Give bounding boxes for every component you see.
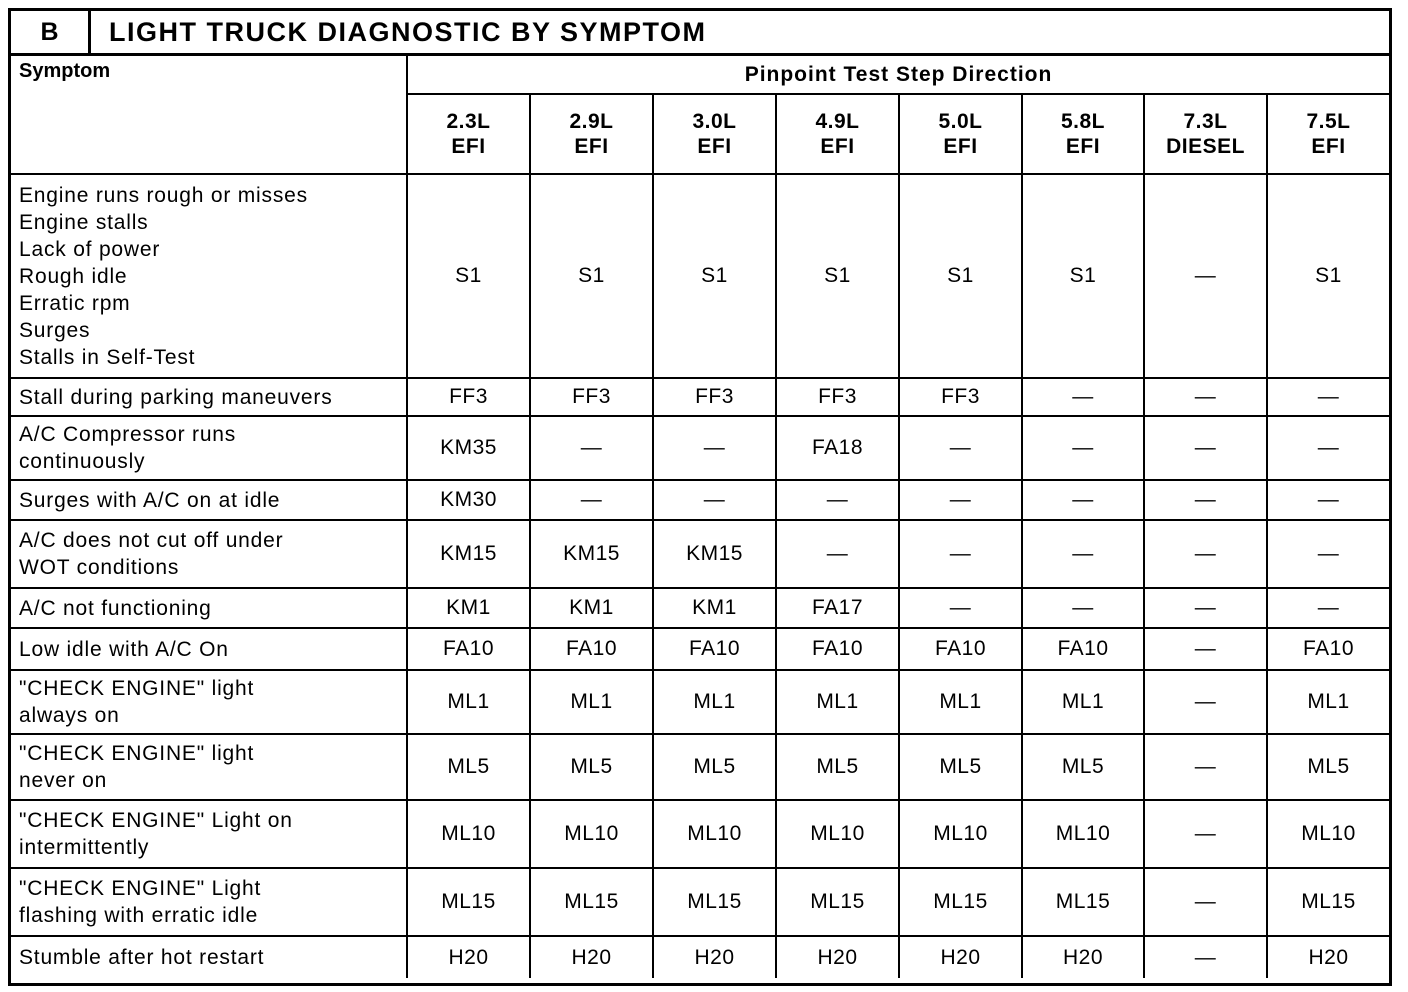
test-step-cell: ML1 bbox=[1022, 670, 1144, 734]
test-step-cell: ML1 bbox=[653, 670, 776, 734]
symptom-line: Stalls in Self-Test bbox=[19, 345, 196, 369]
engine-size: 5.8L bbox=[1060, 110, 1106, 133]
symptom-line: Engine stalls bbox=[19, 210, 149, 234]
test-step-cell: — bbox=[899, 520, 1022, 588]
test-step-cell: — bbox=[1144, 800, 1267, 868]
diagnostic-table bbox=[11, 56, 1389, 978]
test-step-cell: S1 bbox=[407, 174, 530, 378]
test-step-cell: H20 bbox=[899, 936, 1022, 978]
symptom-line: "CHECK ENGINE" Light on bbox=[19, 809, 293, 832]
test-step-cell: ML10 bbox=[1022, 800, 1144, 868]
test-step-cell: ML15 bbox=[1267, 868, 1389, 936]
test-step-cell: — bbox=[899, 416, 1022, 480]
engine-column-header bbox=[530, 94, 653, 174]
table-row bbox=[11, 868, 1389, 936]
symptom-cell bbox=[11, 868, 407, 936]
test-step-cell: ML5 bbox=[1022, 734, 1144, 800]
test-step-cell: S1 bbox=[1022, 174, 1144, 378]
test-step-cell: ML1 bbox=[1267, 670, 1389, 734]
test-step-cell: — bbox=[899, 588, 1022, 628]
test-step-cell: KM15 bbox=[530, 520, 653, 588]
test-step-cell: H20 bbox=[653, 936, 776, 978]
test-step-cell: S1 bbox=[1267, 174, 1389, 378]
symptom-cell bbox=[11, 480, 407, 520]
test-step-cell: — bbox=[1144, 416, 1267, 480]
test-step-cell: — bbox=[1144, 480, 1267, 520]
test-step-cell: ML10 bbox=[653, 800, 776, 868]
symptom-line: Surges with A/C on at idle bbox=[19, 488, 281, 512]
symptom-cell bbox=[11, 734, 407, 800]
test-step-cell: ML15 bbox=[899, 868, 1022, 936]
test-step-cell: ML10 bbox=[407, 800, 530, 868]
symptom-line: "CHECK ENGINE" light bbox=[19, 677, 255, 700]
test-step-cell: FA17 bbox=[776, 588, 899, 628]
test-step-cell: ML1 bbox=[530, 670, 653, 734]
test-step-cell: — bbox=[530, 480, 653, 520]
test-step-cell: — bbox=[776, 520, 899, 588]
test-step-cell: ML10 bbox=[1267, 800, 1389, 868]
test-step-cell: ML1 bbox=[776, 670, 899, 734]
test-step-cell: ML10 bbox=[899, 800, 1022, 868]
symptom-line: WOT conditions bbox=[19, 556, 180, 579]
test-step-cell: FA10 bbox=[899, 628, 1022, 670]
table-row bbox=[11, 936, 1389, 978]
symptom-line: Stall during parking maneuvers bbox=[19, 385, 333, 409]
table-row bbox=[11, 800, 1389, 868]
table-row bbox=[11, 480, 1389, 520]
table-row bbox=[11, 628, 1389, 670]
test-step-cell: — bbox=[1267, 378, 1389, 416]
test-step-cell: KM1 bbox=[653, 588, 776, 628]
test-step-cell: — bbox=[1144, 734, 1267, 800]
engine-type: EFI bbox=[1065, 135, 1101, 158]
test-step-cell: ML5 bbox=[899, 734, 1022, 800]
diagnostic-sheet bbox=[8, 8, 1392, 986]
test-step-cell: FF3 bbox=[653, 378, 776, 416]
symptom-line: never on bbox=[19, 769, 108, 792]
test-step-cell: ML5 bbox=[653, 734, 776, 800]
table-row bbox=[11, 670, 1389, 734]
symptom-cell bbox=[11, 628, 407, 670]
symptom-cell bbox=[11, 520, 407, 588]
test-step-cell: — bbox=[776, 480, 899, 520]
symptom-line: "CHECK ENGINE" Light bbox=[19, 877, 262, 900]
test-step-cell: — bbox=[1144, 868, 1267, 936]
symptom-line: Low idle with A/C On bbox=[19, 637, 229, 661]
engine-type: EFI bbox=[820, 135, 855, 158]
pinpoint-group-header: Pinpoint Test Step Direction bbox=[407, 56, 1389, 94]
symptom-cell bbox=[11, 378, 407, 416]
symptom-line: A/C not functioning bbox=[19, 596, 212, 620]
test-step-cell: — bbox=[1267, 588, 1389, 628]
engine-column-header bbox=[899, 94, 1022, 174]
symptom-line: Stumble after hot restart bbox=[19, 946, 265, 969]
test-step-cell: — bbox=[1022, 588, 1144, 628]
test-step-cell: H20 bbox=[407, 936, 530, 978]
engine-type: EFI bbox=[574, 135, 609, 158]
test-step-cell: ML15 bbox=[1022, 868, 1144, 936]
test-step-cell: FF3 bbox=[407, 378, 530, 416]
test-step-cell: ML10 bbox=[776, 800, 899, 868]
test-step-cell: KM1 bbox=[530, 588, 653, 628]
test-step-cell: H20 bbox=[1022, 936, 1144, 978]
test-step-cell: FA10 bbox=[1267, 628, 1389, 670]
test-step-cell: — bbox=[1022, 378, 1144, 416]
symptom-cell bbox=[11, 936, 407, 978]
test-step-cell: ML5 bbox=[1267, 734, 1389, 800]
test-step-cell: H20 bbox=[530, 936, 653, 978]
test-step-cell: FA10 bbox=[407, 628, 530, 670]
test-step-cell: KM30 bbox=[407, 480, 530, 520]
symptom-header-label: Symptom bbox=[19, 60, 111, 82]
test-step-cell: S1 bbox=[776, 174, 899, 378]
engine-size: 3.0L bbox=[692, 110, 737, 133]
symptom-line: Lack of power bbox=[19, 237, 161, 261]
engine-size: 2.3L bbox=[446, 110, 491, 133]
test-step-cell: — bbox=[1144, 936, 1267, 978]
section-letter: B bbox=[11, 11, 91, 53]
engine-type: EFI bbox=[451, 135, 486, 158]
test-step-cell: — bbox=[1144, 588, 1267, 628]
engine-type: EFI bbox=[697, 135, 732, 158]
table-row bbox=[11, 520, 1389, 588]
title-bar bbox=[11, 11, 1389, 56]
engine-column-header bbox=[776, 94, 899, 174]
test-step-cell: — bbox=[653, 480, 776, 520]
test-step-cell: FF3 bbox=[899, 378, 1022, 416]
test-step-cell: FA10 bbox=[653, 628, 776, 670]
test-step-cell: — bbox=[899, 480, 1022, 520]
symptom-line: A/C Compressor runs bbox=[19, 423, 237, 446]
symptom-line: continuously bbox=[19, 450, 146, 473]
test-step-cell: ML5 bbox=[530, 734, 653, 800]
test-step-cell: ML15 bbox=[407, 868, 530, 936]
symptom-line: "CHECK ENGINE" light bbox=[19, 742, 255, 765]
table-row bbox=[11, 174, 1389, 378]
test-step-cell: — bbox=[1144, 378, 1267, 416]
engine-size: 4.9L bbox=[815, 110, 860, 133]
test-step-cell: FA10 bbox=[530, 628, 653, 670]
test-step-cell: H20 bbox=[1267, 936, 1389, 978]
engine-column-header bbox=[1267, 94, 1389, 174]
test-step-cell: FF3 bbox=[776, 378, 899, 416]
test-step-cell: ML5 bbox=[407, 734, 530, 800]
test-step-cell: — bbox=[1022, 416, 1144, 480]
engine-type: DIESEL bbox=[1166, 135, 1245, 158]
table-row bbox=[11, 588, 1389, 628]
page-title: LIGHT TRUCK DIAGNOSTIC BY SYMPTOM bbox=[109, 16, 707, 47]
test-step-cell: S1 bbox=[530, 174, 653, 378]
table-row bbox=[11, 734, 1389, 800]
symptom-cell bbox=[11, 588, 407, 628]
test-step-cell: ML15 bbox=[776, 868, 899, 936]
symptom-column-header bbox=[11, 56, 407, 174]
test-step-cell: — bbox=[1144, 174, 1267, 378]
symptom-line: Rough idle bbox=[19, 264, 128, 288]
test-step-cell: KM35 bbox=[407, 416, 530, 480]
test-step-cell: KM15 bbox=[407, 520, 530, 588]
engine-column-header bbox=[407, 94, 530, 174]
symptom-line: Erratic rpm bbox=[19, 291, 131, 315]
test-step-cell: FF3 bbox=[530, 378, 653, 416]
table-body bbox=[11, 174, 1389, 978]
test-step-cell: ML10 bbox=[530, 800, 653, 868]
test-step-cell: — bbox=[1267, 416, 1389, 480]
test-step-cell: H20 bbox=[776, 936, 899, 978]
test-step-cell: — bbox=[530, 416, 653, 480]
symptom-line: flashing with erratic idle bbox=[19, 904, 259, 927]
test-step-cell: FA18 bbox=[776, 416, 899, 480]
test-step-cell: — bbox=[1267, 480, 1389, 520]
test-step-cell: — bbox=[1144, 670, 1267, 734]
test-step-cell: — bbox=[1022, 480, 1144, 520]
test-step-cell: — bbox=[1144, 628, 1267, 670]
test-step-cell: KM1 bbox=[407, 588, 530, 628]
engine-size: 2.9L bbox=[569, 110, 614, 133]
test-step-cell: ML5 bbox=[776, 734, 899, 800]
table-row bbox=[11, 378, 1389, 416]
test-step-cell: FA10 bbox=[776, 628, 899, 670]
symptom-cell bbox=[11, 174, 407, 378]
test-step-cell: ML15 bbox=[653, 868, 776, 936]
engine-size: 7.3L bbox=[1183, 110, 1228, 133]
test-step-cell: — bbox=[1144, 520, 1267, 588]
test-step-cell: S1 bbox=[653, 174, 776, 378]
symptom-line: Engine runs rough or misses bbox=[19, 183, 308, 207]
symptom-cell bbox=[11, 670, 407, 734]
symptom-line: intermittently bbox=[19, 836, 150, 859]
engine-size: 5.0L bbox=[938, 110, 983, 133]
test-step-cell: ML1 bbox=[407, 670, 530, 734]
symptom-line: Surges bbox=[19, 318, 91, 342]
test-step-cell: — bbox=[653, 416, 776, 480]
symptom-cell bbox=[11, 416, 407, 480]
test-step-cell: ML15 bbox=[530, 868, 653, 936]
engine-column-header bbox=[1144, 94, 1267, 174]
symptom-line: always on bbox=[19, 704, 120, 727]
symptom-cell bbox=[11, 800, 407, 868]
test-step-cell: — bbox=[1267, 520, 1389, 588]
test-step-cell: ML1 bbox=[899, 670, 1022, 734]
engine-column-header bbox=[1022, 94, 1144, 174]
test-step-cell: S1 bbox=[899, 174, 1022, 378]
test-step-cell: — bbox=[1022, 520, 1144, 588]
engine-size: 7.5L bbox=[1306, 110, 1351, 133]
symptom-line: A/C does not cut off under bbox=[19, 529, 284, 552]
test-step-cell: FA10 bbox=[1022, 628, 1144, 670]
engine-column-header bbox=[653, 94, 776, 174]
table-row bbox=[11, 416, 1389, 480]
engine-type: EFI bbox=[1311, 135, 1346, 158]
test-step-cell: KM15 bbox=[653, 520, 776, 588]
engine-type: EFI bbox=[943, 135, 978, 158]
